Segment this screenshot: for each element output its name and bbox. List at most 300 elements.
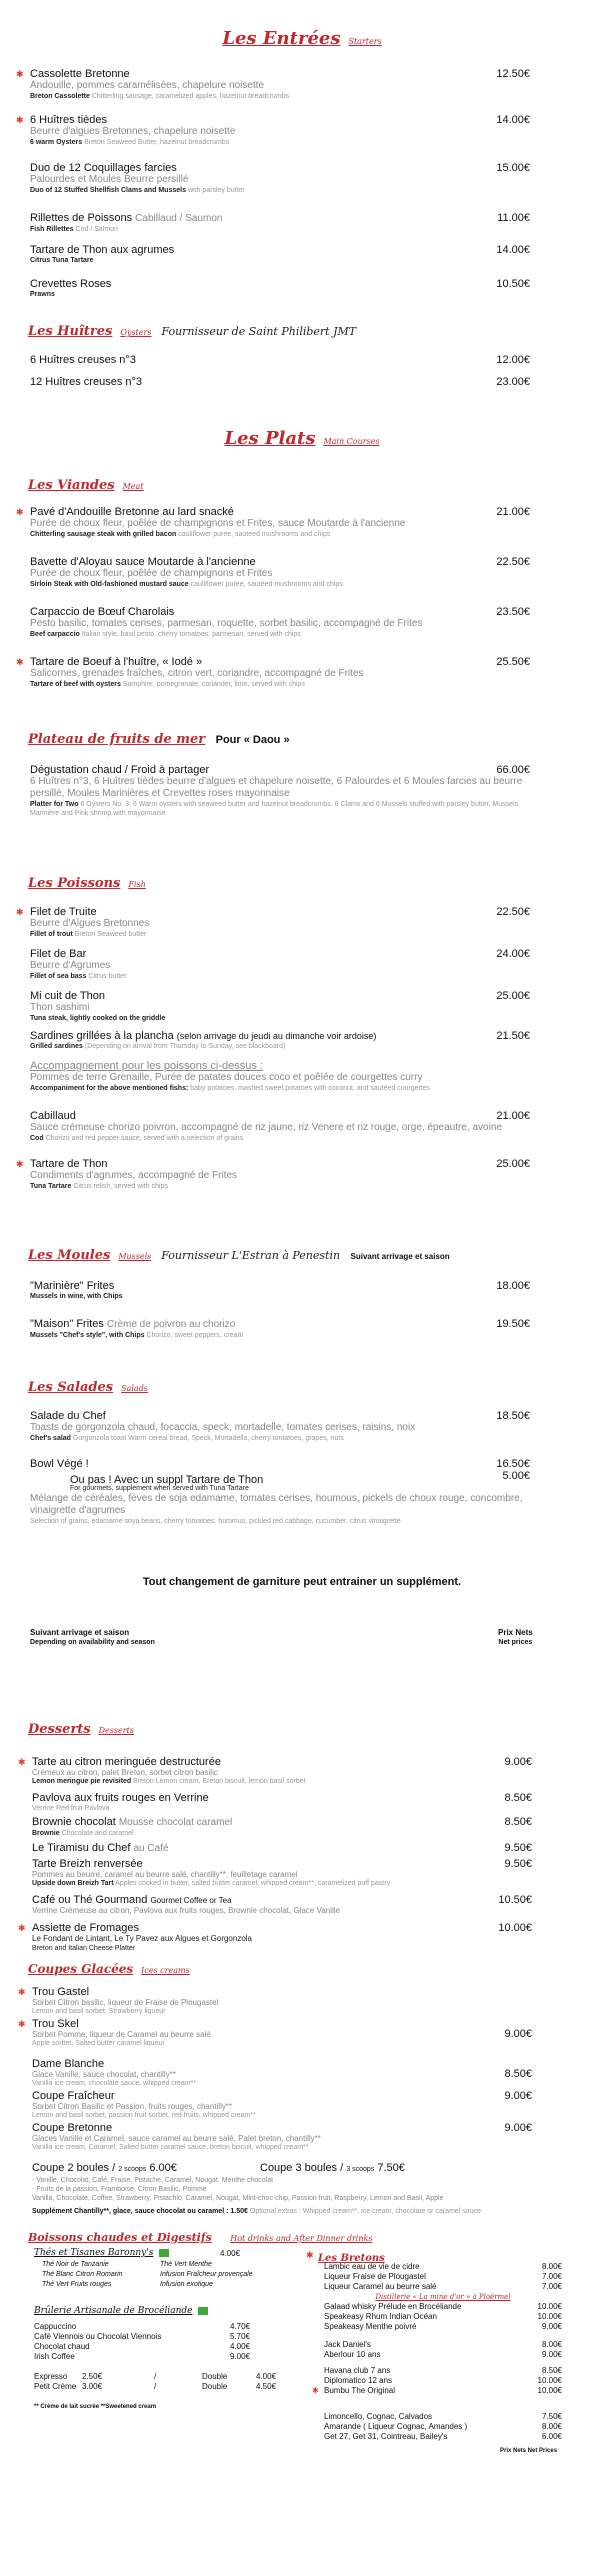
item-desc-en: 6 Oysters No. 3, 6 Warm oysters with seaweed butter and hazelnut breadcrumbs, 6 Clams and 6 Mussels stuffed with parsley butter, Mussels Marinière and Pink shrimp with mayonnaise xyxy=(30,801,519,817)
expresso-row: Expresso 2.50€ / Double 4.00€ Petit Crème 3.00€ / Double 4.50€ xyxy=(34,2372,277,2391)
item-desc-en-bold: Brownie xyxy=(32,1830,60,1837)
menu-item xyxy=(30,990,530,1023)
expresso-double-price: 4.00€ xyxy=(256,2372,277,2381)
entrees-title: Les Entrées xyxy=(222,28,341,49)
menu-item xyxy=(30,1280,530,1301)
distill-price: 10.00€ xyxy=(537,2302,562,2311)
accompaniment xyxy=(30,1060,530,1093)
item-desc-en-bold: Prawns xyxy=(30,291,55,298)
item-desc-en: Breton Seaweed butter xyxy=(74,931,147,938)
entrees-header xyxy=(0,28,604,49)
thes-price: 4.00€ xyxy=(220,2249,241,2258)
footer-right-sub: Net prices xyxy=(498,1639,533,1646)
item-desc-en: Vanilla ice cream, Caramel, Salted butter caramel sauce, breton biscuit, whipped cream** xyxy=(32,2144,309,2151)
menu-item xyxy=(32,1894,532,1915)
menu-item xyxy=(18,1986,532,2016)
item-price: 21.00€ xyxy=(496,1110,530,1122)
item-desc-en: Apple sorbet, Salted butter caramel liqueur xyxy=(32,2040,165,2047)
item-desc-en-bold: Tartare of beef with oysters xyxy=(30,681,121,688)
breton-price: 8.00€ xyxy=(541,2262,562,2271)
item-price: 9.00€ xyxy=(504,1756,532,1768)
item-desc-en-bold: Duo of 12 Stuffed Shellfish Clams and Mussels xyxy=(30,187,186,194)
item-desc-en-bold: Chitterling sausage steak with grilled bacon xyxy=(30,531,177,538)
item-price: 9.50€ xyxy=(504,1858,532,1870)
item-price: 8.50€ xyxy=(504,1792,532,1804)
moules-note: Suivant arrivage et saison xyxy=(350,1252,450,1261)
item-desc-fr: Sorbet Citron Basilic et Passion, fruits rouges, chantilly** xyxy=(32,2102,233,2111)
expresso-price: 2.50€ xyxy=(82,2372,103,2381)
menu-item xyxy=(18,1756,532,1786)
footer-left-title: Suivant arrivage et saison xyxy=(30,1628,130,1637)
parfums-line1: - Vanille, Chocolat, Café, Fraise, Pistache, Caramel, Nougat, Menthe chocolat xyxy=(32,2177,274,2184)
item-name: 6 Huîtres tièdes xyxy=(30,114,108,126)
breton-price: 7.00€ xyxy=(541,2282,562,2291)
item-desc-fr: Toasts de gorgonzola chaud, focaccia, speck, mortadelle, tomates cerises, raisins, noix xyxy=(30,1422,416,1433)
star-icon: ✱ xyxy=(18,2019,26,2029)
supplement-fr: Supplément Chantilly**, glace, sauce chocolat ou caramel : 1.50€ xyxy=(32,2208,248,2215)
item-desc-fr: Le Fondant de Lintant, Le Ty Pavez aux Algues et Gorgonzola xyxy=(32,1934,253,1943)
item-desc-fr: Beurre d'algues Bretonnes, chapelure noisette xyxy=(30,126,236,137)
item-name: Coupe Bretonne xyxy=(32,2122,113,2134)
rhum-price: 8.50€ xyxy=(541,2366,562,2375)
item-name: Café ou Thé Gourmand xyxy=(32,1894,148,1906)
garniture-note: Tout changement de garniture peut entrainer un supplément. xyxy=(142,1576,462,1588)
breton-name: Liqueur Fraise de Plougastel xyxy=(324,2272,426,2281)
poissons-title: Les Poissons xyxy=(28,876,121,891)
cafe-name: Cappuccino xyxy=(34,2322,77,2331)
liqueur-price: 8.00€ xyxy=(541,2422,562,2431)
item-desc-fr: Thon sashimi xyxy=(30,1002,90,1013)
moules-title: Les Moules xyxy=(28,1248,111,1263)
moules-subtitle: Mussels xyxy=(118,1252,152,1261)
menu-item xyxy=(30,1318,530,1340)
item-name: 12 Huîtres creuses n°3 xyxy=(30,376,143,388)
item-name: Trou Skel xyxy=(32,2018,79,2030)
item-desc-fr: 6 Huîtres n°3, 6 Huîtres tièdes beurre d'algues et chapelure noisette, 6 Palourdes et 6 Moules farcies au beurre persillé, Moules Marinières et Crevettes roses mayonnaise xyxy=(30,776,523,799)
footer-right xyxy=(498,1628,533,1648)
menu-item xyxy=(16,656,530,689)
item-price: 14.00€ xyxy=(496,244,530,256)
menu-item xyxy=(30,376,530,388)
item-desc-en: Chorizo and red pepper sauce, served with a selection of grains xyxy=(45,1135,244,1142)
item-desc-fr: Glaces Vanille et Caramel, sauce caramel au beurre salé, Palet breton, chantilly** xyxy=(32,2134,321,2143)
tea-item: Infusion exotique xyxy=(160,2281,213,2288)
boules2-label: Coupe 2 boules / xyxy=(32,2162,116,2174)
item-price: 18.00€ xyxy=(496,1280,530,1292)
item-name: Pavlova aux fruits rouges en Verrine xyxy=(32,1792,209,1804)
menu-item xyxy=(16,906,530,939)
menu-item xyxy=(30,1458,530,1526)
item-supplement-price: 5.00€ xyxy=(502,1470,530,1482)
item-name: Dame Blanche xyxy=(32,2058,105,2070)
menu-item xyxy=(30,162,530,195)
item-name: Le Tiramisu du Chef xyxy=(32,1842,131,1854)
huitres-title: Les Huîtres xyxy=(28,324,113,339)
viandes-subtitle: Meat xyxy=(122,482,144,491)
item-desc-fr: Beurre d'Algues Bretonnes xyxy=(30,918,150,929)
item-name: Filet de Bar xyxy=(30,948,87,960)
menu-item xyxy=(30,212,530,234)
bretons-list xyxy=(324,2262,562,2332)
item-name: Dégustation chaud / Froid à partager xyxy=(30,764,210,776)
coupes-subtitle: Ices creams xyxy=(141,1966,190,1975)
cafe-price: 4.70€ xyxy=(230,2322,251,2331)
distillerie-title: Distillerie « La mine d'or » à Ploërmel xyxy=(375,2293,511,2301)
item-price: 9.50€ xyxy=(504,1842,532,1854)
item-desc-fr: Purée de choux fleur, poêlée de champignons et Frites, sauce Moutarde à l'ancienne xyxy=(30,518,406,529)
item-desc-en-bold: Mussels "Chef's style", with Chips xyxy=(30,1332,145,1339)
rhum-price: 8.00€ xyxy=(541,2340,562,2349)
item-price: 11.00€ xyxy=(497,212,530,224)
distill-name: Speakeasy Menthe poivré xyxy=(324,2322,417,2331)
breton-name: Lambic eau de vie de cidre xyxy=(324,2262,420,2271)
item-price: 23.00€ xyxy=(496,376,530,388)
rhums-list xyxy=(312,2340,562,2396)
item-name: Filet de Truite xyxy=(30,906,97,918)
star-icon: ✱ xyxy=(16,907,24,917)
footer-right-title: Prix Nets xyxy=(498,1628,533,1637)
boissons-subtitle: Hot drinks and After Dinner drinks xyxy=(230,2234,373,2243)
item-name-fr: Cabillaud / Saumon xyxy=(135,213,223,224)
item-price: 66.00€ xyxy=(496,764,530,776)
huitres-header xyxy=(28,322,356,340)
item-price: 21.00€ xyxy=(496,506,530,518)
entrees-subtitle: Starters xyxy=(348,37,382,46)
item-price: 18.50€ xyxy=(496,1410,530,1422)
menu-item xyxy=(32,2122,532,2152)
item-desc-en: Italian style, basil pesto, cherry tomatoes, parmesan, served with chips xyxy=(81,631,301,638)
item-name-fr: Mousse chocolat caramel xyxy=(118,1817,233,1828)
petit-creme-double-price: 4.50€ xyxy=(256,2382,277,2391)
menu-item xyxy=(16,1158,530,1191)
huitres-supplier: Fournisseur de Saint Philibert JMT xyxy=(161,325,357,338)
item-desc-en: Vanilla ice cream, chocolate sauce, whipped cream** xyxy=(32,2080,197,2087)
item-desc-en: with parsley butter xyxy=(187,187,245,194)
item-desc-en: Citrus butter xyxy=(88,973,127,980)
menu-item xyxy=(32,1842,532,1855)
boules3-price: 7.50€ xyxy=(377,2162,405,2174)
menu-item xyxy=(30,1030,530,1051)
cafe-price: 9.00€ xyxy=(230,2352,251,2361)
item-name: "Maison" Frites xyxy=(30,1318,104,1330)
item-desc-en-bold: Fillet of trout xyxy=(30,931,73,938)
item-desc-en: Breton Seaweed Butter, hazelnut breadcrumbs xyxy=(84,139,230,146)
coupe-boules xyxy=(32,2162,532,2174)
item-desc-fr: Pommes au beurre, caramel au beurre salé, chantilly**, feuilletage caramel xyxy=(32,1870,298,1879)
item-supplement: Ou pas ! Avec un suppl Tartare de Thon xyxy=(70,1474,264,1486)
rhum-price: 9.00€ xyxy=(541,2350,562,2359)
star-icon: ✱ xyxy=(312,2386,319,2395)
cafe-name: Chocolat chaud xyxy=(34,2342,90,2351)
accomp-fr: Pommes de terre Grenaille, Purée de patates douces coco et poêlée de courgettes curry xyxy=(30,1072,423,1083)
item-name: "Marinière" Frites xyxy=(30,1280,115,1292)
cafes-list xyxy=(34,2322,254,2362)
salades-subtitle: Salads xyxy=(121,1384,148,1393)
menu-item xyxy=(30,244,530,265)
poissons-subtitle: Fish xyxy=(128,880,146,889)
liqueur-name: Limoncello, Cognac, Calvados xyxy=(324,2412,433,2421)
supplement xyxy=(32,2208,572,2215)
item-name: Pavé d'Andouille Bretonne au lard snacké xyxy=(30,506,234,518)
desserts-subtitle: Desserts xyxy=(98,1726,134,1735)
parfums-en: Vanilla, Chocolate, Coffee, Strawberry, Pistachio, Caramel, Nougat, Mint-choc-chip, Passion fruit, Raspberry, Lemon and Basil, Apple xyxy=(32,2195,444,2202)
item-desc-en: Chocolate and caramel xyxy=(61,1830,134,1837)
expresso-double: Double xyxy=(202,2372,228,2381)
viandes-title: Les Viandes xyxy=(28,478,115,493)
item-price: 23.50€ xyxy=(496,606,530,618)
item-name: Tartare de Thon xyxy=(30,1158,108,1170)
item-desc-fr: Salicornes, grenades fraîches, citron vert, coriandre, accompagné de Frites xyxy=(30,668,364,679)
supplement-en: Optional extras : Whipped cream**, ice cream, chocolate or caramel sauce xyxy=(249,2208,481,2215)
menu-item xyxy=(32,1858,532,1888)
menu-item xyxy=(32,2058,532,2088)
accomp-en-bold: Accompaniment for the above mentioned fishs: xyxy=(30,1085,189,1092)
item-desc-en: Apples cooked in butter, salted butter caramel, whipped cream**, caramelized puff pastry xyxy=(115,1880,391,1887)
huitres-subtitle: Oysters xyxy=(120,328,152,337)
rhum-name: Diplomatico 12 ans xyxy=(324,2376,393,2385)
item-desc-en: Breton and Italian Cheese Platter xyxy=(32,1945,136,1952)
item-name-fr: Crème de poivron au chorizo xyxy=(106,1319,236,1330)
star-icon: ✱ xyxy=(18,1757,26,1767)
menu-item xyxy=(18,2018,532,2048)
thes-col-b xyxy=(160,2260,253,2290)
item-desc-fr: Beurre d'Agrumes xyxy=(30,960,111,971)
item-name-en: Gourmet Coffee or Tea xyxy=(150,1896,232,1905)
item-name: Assiette de Fromages xyxy=(32,1922,139,1934)
item-desc-fr: Sorbet Pomme, liqueur de Caramel au beurre salé xyxy=(32,2030,211,2039)
item-name: Salade du Chef xyxy=(30,1410,106,1422)
plateau-header xyxy=(28,730,290,748)
item-price: 25.50€ xyxy=(496,656,530,668)
item-desc-fr: Palourdes et Moules Beurre persillé xyxy=(30,174,189,185)
item-desc-en-bold: 6 warm Oysters xyxy=(30,139,83,146)
moules-supplier: Fournisseur L'Estran à Penestin xyxy=(161,1249,341,1262)
star-icon: ✱ xyxy=(18,1987,26,1997)
thes-title-text: Thés et Tisanes Baronny's xyxy=(34,2248,154,2258)
item-desc-fr: Sauce crémeuse chorizo poivron, accompagné de riz jaune, riz Venere et riz rouge, orge, épeautre, avoine xyxy=(30,1122,502,1133)
liqueur-name: Get 27, Get 31, Cointreau, Bailey's xyxy=(324,2432,448,2441)
item-desc-en-bold: Tuna steak, lightly cooked on the griddle xyxy=(30,1015,166,1022)
menu-item xyxy=(32,1792,532,1813)
item-price: 22.50€ xyxy=(496,906,530,918)
item-price: 15.00€ xyxy=(496,162,530,174)
item-name: Tartare de Thon aux agrumes xyxy=(30,244,175,256)
item-name: Tarte Breizh renversée xyxy=(32,1858,143,1870)
coffee-logo-icon xyxy=(198,2307,208,2315)
coupes-header xyxy=(28,1960,190,1978)
coupes-title: Coupes Glacées xyxy=(28,1962,134,1976)
tea-item: Thé Blanc Citron Romarin xyxy=(42,2271,123,2278)
thes-col-a xyxy=(42,2260,123,2290)
item-desc-en-bold: Upside down Breizh Tart xyxy=(32,1880,114,1887)
item-desc-en-bold: Breton Cassolette xyxy=(30,93,90,100)
boissons-header xyxy=(28,2228,372,2246)
item-desc-en-bold: Grilled sardines xyxy=(30,1043,83,1050)
petit-creme-name: Petit Crème xyxy=(34,2382,77,2391)
item-price: 22.50€ xyxy=(496,556,530,568)
desserts-header xyxy=(28,1720,134,1738)
item-price: 8.50€ xyxy=(504,1816,532,1828)
moules-header xyxy=(28,1246,450,1264)
breton-name: Liqueur Caramel au beurre salé xyxy=(324,2282,437,2291)
star-icon: ✱ xyxy=(16,507,24,517)
desserts-title: Desserts xyxy=(28,1722,91,1737)
item-desc-en-bold: Lemon meringue pie revisited xyxy=(32,1778,132,1785)
liqueurs-list xyxy=(324,2412,562,2442)
item-desc-en-bold: Beef carpaccio xyxy=(30,631,80,638)
item-price: 10.50€ xyxy=(498,1894,532,1906)
star-icon: ✱ xyxy=(18,1923,26,1933)
item-price: 9.00€ xyxy=(504,2090,532,2102)
item-desc-en-bold: Mussels in wine, with Chips xyxy=(30,1293,123,1300)
item-name: Rillettes de Poissons xyxy=(30,212,133,224)
item-name: Sardines grillées à la plancha xyxy=(30,1030,174,1042)
star-icon: ✱ xyxy=(306,2250,314,2260)
expresso-name: Expresso xyxy=(34,2372,68,2381)
footer-left-sub: Depending on availability and season xyxy=(30,1639,155,1646)
liqueur-price: 7.50€ xyxy=(541,2412,562,2421)
rhum-name: Havana club 7 ans xyxy=(324,2366,391,2375)
menu-item xyxy=(30,1110,530,1143)
item-desc-en: Chitterling sausage, caramelized apples, hazelnut breadcrumbs xyxy=(91,93,290,100)
item-desc-en: Cod / Salmon xyxy=(75,226,118,233)
item-name: Cassolette Bretonne xyxy=(30,68,130,80)
menu-item xyxy=(30,556,530,589)
accomp-en: baby potatoes, mashed sweet potatoes with coconut, and sautéed courgettes xyxy=(190,1085,430,1092)
menu-item xyxy=(18,1922,532,1953)
item-desc-en-bold: Platter for Two xyxy=(30,801,79,808)
cafe-name: Café Viennois ou Chocolat Viennois xyxy=(34,2332,162,2341)
creme-note: ** Crème de lait sucrée **Sweetened cream xyxy=(34,2404,157,2410)
item-desc-en: Gorgonzola toast Warm cereal bread, Speck, Mortadella, cherry tomatoes, grapes, nuts xyxy=(72,1435,344,1442)
star-icon: ✱ xyxy=(16,69,24,79)
item-name: Duo de 12 Coquillages farcies xyxy=(30,162,177,174)
item-desc-en-bold: Chef's salad xyxy=(30,1435,71,1442)
distill-price: 9.00€ xyxy=(541,2322,562,2331)
menu-item xyxy=(16,506,530,539)
star-icon: ✱ xyxy=(16,1159,24,1169)
item-name: Cabillaud xyxy=(30,1110,76,1122)
salades-title: Les Salades xyxy=(28,1380,114,1395)
cafe-price: 5.70€ xyxy=(230,2332,251,2341)
item-price: 9.00€ xyxy=(504,2028,532,2040)
item-name: Bavette d'Aloyau sauce Moutarde à l'ancienne xyxy=(30,556,256,568)
item-price: 12.50€ xyxy=(496,68,530,80)
item-desc-en: Chorizo, sweet peppers, cream xyxy=(146,1332,244,1339)
menu-item xyxy=(16,114,530,147)
item-price: 9.00€ xyxy=(504,2122,532,2134)
item-name: Mi cuit de Thon xyxy=(30,990,106,1002)
boules3-small: 3 scoops xyxy=(346,2166,375,2173)
distill-name: Speakeasy Rhum Indian Océan xyxy=(324,2312,437,2321)
item-desc-fr: Crémeux au citron, palet Breton, sorbet citron basilic xyxy=(32,1768,218,1777)
plats-header xyxy=(0,428,604,449)
boissons-title: Boissons chaudes et Digestifs xyxy=(28,2231,212,2244)
item-desc-en: (Depending on arrival from Thursday to Sunday, see blackboard) xyxy=(84,1043,286,1050)
viandes-header xyxy=(28,476,144,494)
tea-item: Infusion Fraîcheur provençale xyxy=(160,2271,253,2278)
breton-price: 7.00€ xyxy=(541,2272,562,2281)
rhum-price: 10.00€ xyxy=(537,2376,562,2385)
item-price: 10.50€ xyxy=(496,278,530,290)
rhum-name: Jack Daniel's xyxy=(324,2340,371,2349)
parfums-line2: - Fruits de la passion, Framboise, Citron Basilic, Pomme xyxy=(32,2186,207,2193)
item-price: 25.00€ xyxy=(496,990,530,1002)
rhum-name: Aberlour 10 ans xyxy=(324,2350,381,2359)
footer-left xyxy=(30,1628,155,1648)
item-desc-en: Lemon and basil sorbet, passion fruit sorbet, red fruits, whipped cream** xyxy=(32,2112,256,2119)
distill-name: Galaad whisky Prélude en Brocéliande xyxy=(324,2302,462,2311)
menu-item xyxy=(16,68,530,101)
item-desc-en: Lemon and basil sorbet, Strawberry liqueur xyxy=(32,2008,166,2015)
star-icon: ✱ xyxy=(16,115,24,125)
item-name: Tartare de Boeuf à l'huître, « Iodé » xyxy=(30,656,203,668)
item-desc-fr: Verrine Crémeuse au citron, Pavlova aux fruits rouges, Brownie chocolat, Glace Vanille xyxy=(32,1906,341,1915)
petit-creme-price: 3.00€ xyxy=(82,2382,103,2391)
item-desc-en: cauliflower puree, sautéed mushrooms and chips xyxy=(178,531,331,538)
star-icon: ✱ xyxy=(16,657,24,667)
item-supplement-en: For gourmets, supplement when served with Tuna Tartare xyxy=(70,1485,249,1492)
distill-price: 10.00€ xyxy=(537,2312,562,2321)
plats-subtitle: Main Courses xyxy=(323,437,380,446)
tea-logo-icon xyxy=(159,2249,169,2257)
item-name: Trou Gastel xyxy=(32,1986,90,1998)
liqueur-price: 6.00€ xyxy=(541,2432,562,2441)
menu-item xyxy=(30,354,530,366)
item-price: 25.00€ xyxy=(496,1158,530,1170)
item-desc-en: Selection of grains, edamame soya beans, cherry tomatoes, hummus, pickled red cabbage, cucumber, citrus vinaigrette xyxy=(30,1518,401,1525)
menu-item xyxy=(30,764,530,818)
cafe-price: 4.00€ xyxy=(230,2342,251,2351)
plats-title: Les Plats xyxy=(224,428,316,449)
menu-item xyxy=(30,278,530,299)
item-desc-en-bold: Sirloin Steak with Old-fashioned mustard sauce xyxy=(30,581,189,588)
petit-creme-double: Double xyxy=(202,2382,228,2391)
item-name: 6 Huîtres creuses n°3 xyxy=(30,354,136,366)
menu-item xyxy=(30,948,530,981)
menu-item xyxy=(32,1816,532,1838)
item-desc-en: Verrine Red fruit Pavlova xyxy=(32,1805,110,1812)
item-name-note: (selon arrivage du jeudi au dimanche voir ardoise) xyxy=(176,1031,377,1041)
item-name: Brownie chocolat xyxy=(32,1816,116,1828)
item-price: 14.00€ xyxy=(496,114,530,126)
item-price: 21.50€ xyxy=(496,1030,530,1042)
item-price: 19.50€ xyxy=(496,1318,530,1330)
thes-title xyxy=(34,2248,169,2258)
tea-item: Thé Vert Menthe xyxy=(160,2261,212,2268)
item-desc-fr: Pesto basilic, tomates cerises, parmesan, roquette, sorbet basilic, accompagné de Frites xyxy=(30,618,423,629)
item-desc-fr: Sorbet Citron basilic, liqueur de Fraise de Plougastel xyxy=(32,1998,219,2007)
tea-item: Thé Vert Fruits rouges xyxy=(42,2281,112,2288)
item-desc-fr: Condiments d'agrumes, accompagné de Frites xyxy=(30,1170,238,1181)
item-desc-fr: Purée de choux fleur, poêlée de champignons et Frites xyxy=(30,568,273,579)
plateau-title: Plateau de fruits de mer xyxy=(28,732,206,747)
boules3-label: Coupe 3 boules / xyxy=(260,2162,344,2174)
item-desc-en: Breton Lemon cream, Breton biscuit, lemon basil sorbet xyxy=(133,1778,306,1785)
item-desc-en: Citrus relish, served with chips xyxy=(73,1183,168,1190)
boules2-price: 6.00€ xyxy=(149,2162,177,2174)
item-name: Crevettes Roses xyxy=(30,278,112,290)
accomp-title: Accompagnement pour les poissons ci-dessus : xyxy=(30,1060,263,1072)
item-name: Tarte au citron meringuée destructurée xyxy=(32,1756,221,1768)
poissons-header xyxy=(28,874,146,892)
item-desc-fr: Andouille, pommes caramélisées, chapelure noisette xyxy=(30,80,265,91)
brulerie-title xyxy=(34,2306,208,2316)
rhum-name: Bumbu The Original xyxy=(324,2386,395,2395)
item-name: Carpaccio de Bœuf Charolais xyxy=(30,606,175,618)
brulerie-title-text: Brûlerie Artisanale de Brocéliande xyxy=(34,2306,193,2316)
liqueur-name: Amarande ( Liqueur Cognac, Amandes ) xyxy=(324,2422,468,2431)
